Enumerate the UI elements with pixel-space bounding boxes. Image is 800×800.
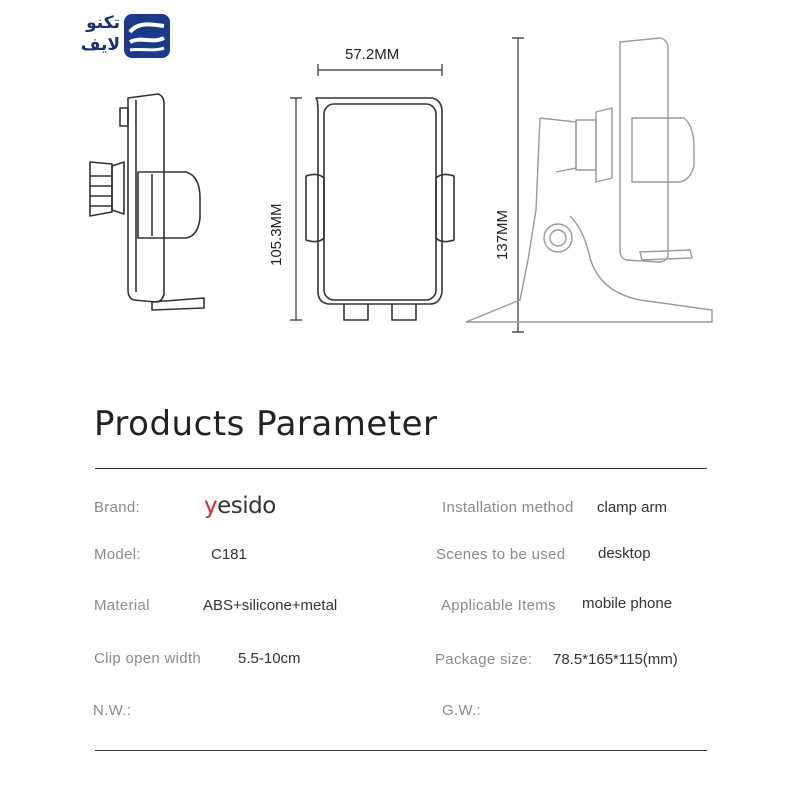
drawing-svg [0, 30, 800, 350]
applicable-items-label: Applicable Items [441, 597, 556, 614]
brand-rest: esido [217, 493, 276, 519]
package-size-label: Package size: [435, 651, 533, 668]
scenes-label: Scenes to be used [436, 546, 566, 563]
page-title: Products Parameter [94, 404, 438, 444]
bottom-divider [95, 750, 707, 751]
brand-logo-text [204, 493, 276, 519]
stand-view-drawing [466, 38, 712, 322]
net-weight-label: N.W.: [93, 702, 132, 719]
front-view-drawing [306, 98, 454, 320]
logo-text-line2: لایف [80, 35, 120, 55]
model-label: Model: [94, 546, 141, 563]
brand-label: Brand: [94, 499, 140, 516]
material-label: Material [94, 597, 150, 614]
product-drawings [0, 30, 800, 350]
installation-label: Installation method [442, 499, 574, 516]
side-view-drawing [90, 94, 204, 310]
material-value: ABS+silicone+metal [203, 597, 338, 614]
top-divider [95, 468, 707, 469]
clip-width-label: Clip open width [94, 650, 202, 667]
scenes-value: desktop [598, 545, 651, 562]
width-dimension-label: 57.2MM [345, 46, 400, 63]
installation-value: clamp arm [597, 499, 668, 516]
clip-width-value: 5.5-10cm [238, 650, 301, 667]
model-value: C181 [211, 546, 247, 563]
logo-text-line1: تکنو [86, 13, 120, 33]
dimension-lines [290, 38, 524, 332]
package-size-value: 78.5*165*115(mm) [553, 651, 678, 668]
gross-weight-label: G.W.: [442, 702, 481, 719]
total-height-dimension-label: 137MM [494, 209, 511, 260]
height-dimension-label: 105.3MM [268, 203, 285, 266]
brand-accent-letter: y [204, 493, 218, 519]
applicable-items-value: mobile phone [582, 595, 673, 612]
